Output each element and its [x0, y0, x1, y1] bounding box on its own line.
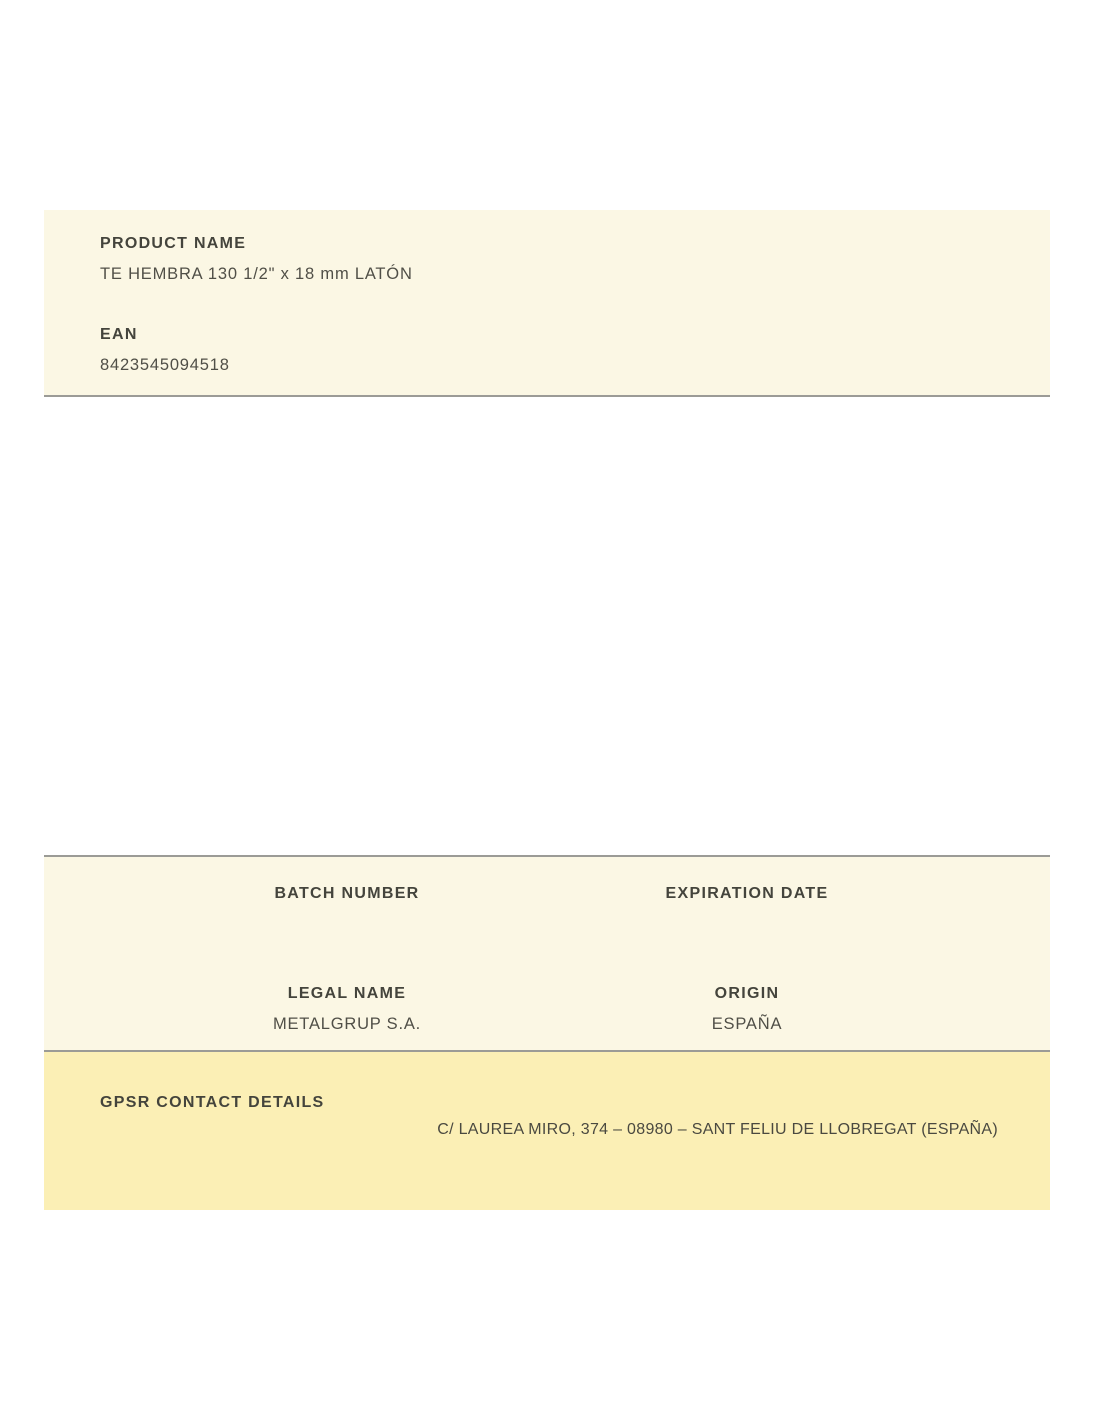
- expiration-date-label: EXPIRATION DATE: [665, 885, 829, 902]
- legal-name-cell: [147, 984, 547, 1034]
- batch-number-label: BATCH NUMBER: [274, 885, 420, 902]
- ean-value: 8423545094518: [100, 356, 230, 374]
- origin-label: ORIGIN: [714, 985, 780, 1002]
- batch-info-grid: [147, 884, 947, 1034]
- product-image-area: [44, 397, 1050, 855]
- product-info-section: [44, 210, 1050, 397]
- batch-number-cell: [147, 884, 547, 914]
- origin-value: ESPAÑA: [711, 1015, 783, 1033]
- product-name-value: TE HEMBRA 130 1/2" x 18 mm LATÓN: [100, 265, 413, 283]
- expiration-date-cell: [547, 884, 947, 914]
- gpsr-contact-section: [44, 1052, 1050, 1210]
- gpsr-contact-address: C/ LAUREA MIRO, 374 – 08980 – SANT FELIU DE LLOBREGAT (ESPAÑA): [437, 1121, 998, 1138]
- legal-name-label: LEGAL NAME: [287, 985, 407, 1002]
- product-name-label: PRODUCT NAME: [100, 235, 247, 252]
- origin-cell: [547, 984, 947, 1034]
- gpsr-contact-label: GPSR CONTACT DETAILS: [100, 1094, 325, 1111]
- ean-label: EAN: [100, 326, 138, 343]
- legal-name-value: METALGRUP S.A.: [272, 1015, 422, 1033]
- batch-info-section: [44, 855, 1050, 1052]
